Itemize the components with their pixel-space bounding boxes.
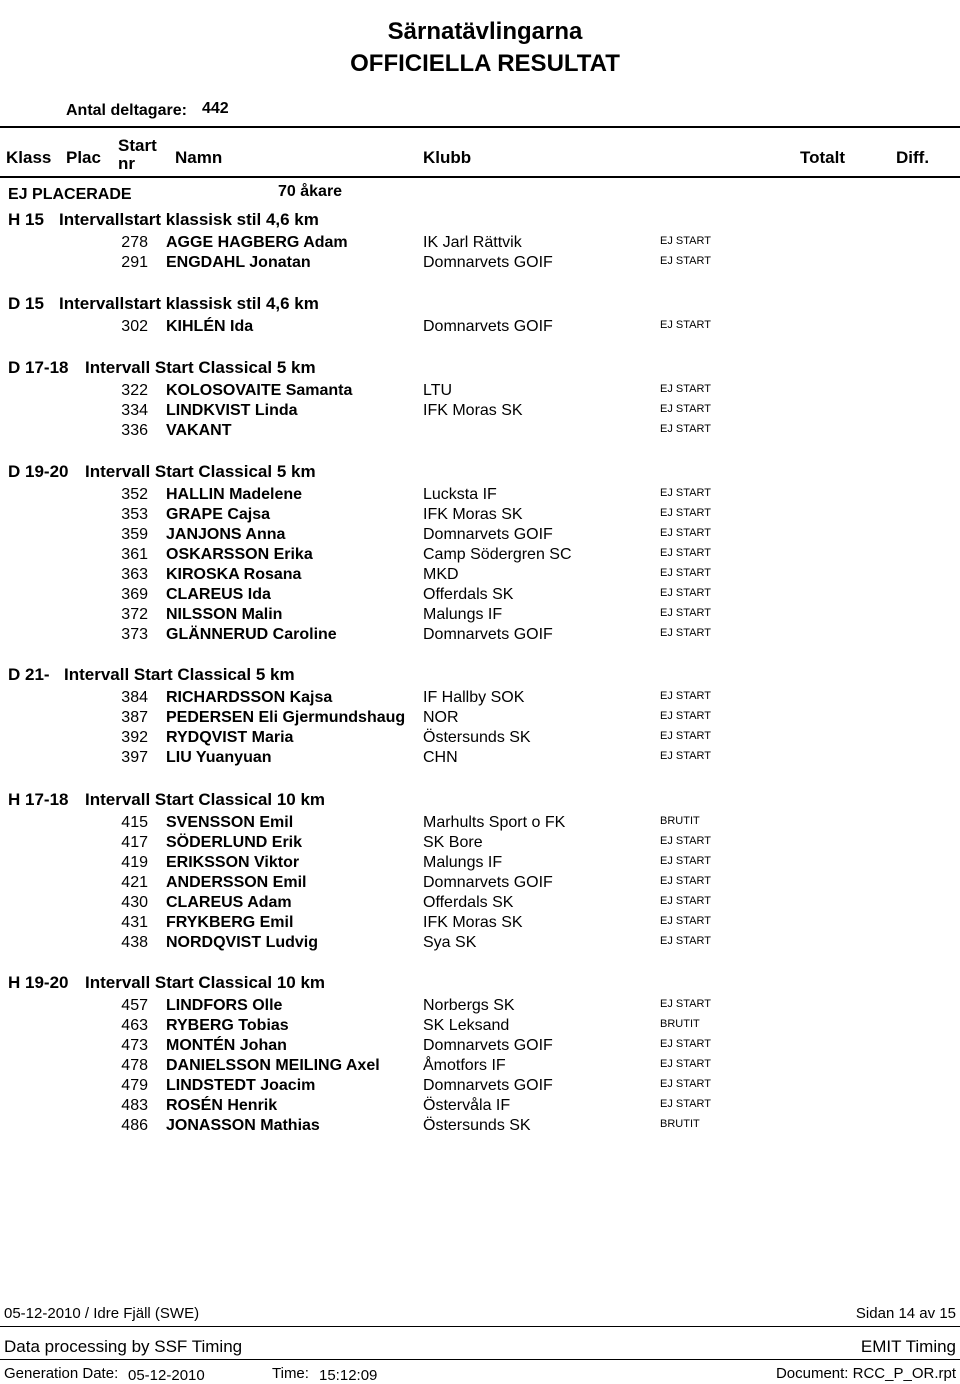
club-name: Norbergs SK	[423, 997, 515, 1014]
status-badge: EJ START	[660, 1098, 711, 1110]
start-number: 478	[121, 1057, 148, 1074]
col-start-line2: nr	[118, 154, 135, 173]
club-name: SK Leksand	[423, 1017, 510, 1034]
table-row	[0, 749, 960, 769]
status-badge: BRUTIT	[660, 815, 700, 827]
start-number: 278	[121, 234, 148, 251]
header-bottom-rule	[0, 176, 960, 178]
club-name: CHN	[423, 749, 458, 766]
footer-timing: EMIT Timing	[860, 1337, 956, 1356]
section-description: Intervall Start Classical 10 km	[85, 973, 326, 992]
athlete-name: HALLIN Madelene	[166, 486, 303, 503]
col-start	[118, 137, 157, 173]
athlete-name: OSKARSSON Erika	[166, 546, 313, 563]
status-badge: EJ START	[660, 383, 711, 395]
section-description: Intervall Start Classical 5 km	[85, 462, 316, 481]
status-badge: EJ START	[660, 403, 711, 415]
status-badge: BRUTIT	[660, 1018, 700, 1030]
status-badge: EJ START	[660, 487, 711, 499]
status-badge: EJ START	[660, 627, 711, 639]
table-row	[0, 854, 960, 874]
club-name: Domnarvets GOIF	[423, 1077, 553, 1094]
club-name: Domnarvets GOIF	[423, 1037, 553, 1054]
athlete-name: RYDQVIST Maria	[166, 729, 294, 746]
table-row	[0, 526, 960, 546]
section-class: D 19-20	[8, 462, 69, 481]
athlete-name: LIU Yuanyuan	[166, 749, 272, 766]
status-badge: EJ START	[660, 1078, 711, 1090]
section-description: Intervallstart klassisk stil 4,6 km	[59, 294, 319, 313]
athlete-name: AGGE HAGBERG Adam	[166, 234, 348, 251]
table-row	[0, 318, 960, 338]
status-badge: EJ START	[660, 875, 711, 887]
status-badge: EJ START	[660, 690, 711, 702]
athlete-name: ENGDAHL Jonatan	[166, 254, 311, 271]
section-class: H 17-18	[8, 790, 69, 809]
athlete-name: DANIELSSON MEILING Axel	[166, 1057, 380, 1074]
footer-page: Sidan 14 av 15	[855, 1305, 956, 1322]
header-top-rule	[0, 126, 960, 128]
footer-gen-date: 05-12-2010	[128, 1367, 205, 1384]
start-number: 392	[121, 729, 148, 746]
club-name: Sya SK	[423, 934, 477, 951]
start-number: 384	[121, 689, 148, 706]
club-name: Domnarvets GOIF	[423, 626, 553, 643]
start-number: 322	[121, 382, 148, 399]
club-name: IFK Moras SK	[423, 506, 523, 523]
table-row	[0, 894, 960, 914]
status-badge: EJ START	[660, 527, 711, 539]
start-number: 415	[121, 814, 148, 831]
athlete-name: LINDFORS Olle	[166, 997, 283, 1014]
table-row	[0, 402, 960, 422]
start-number: 291	[121, 254, 148, 271]
status-badge: EJ START	[660, 895, 711, 907]
club-name: IFK Moras SK	[423, 402, 523, 419]
group-count: 70 åkare	[278, 183, 343, 200]
status-badge: EJ START	[660, 547, 711, 559]
athlete-name: NORDQVIST Ludvig	[166, 934, 318, 951]
status-badge: EJ START	[660, 1038, 711, 1050]
start-number: 361	[121, 546, 148, 563]
table-row	[0, 1077, 960, 1097]
section-class: H 15	[8, 210, 44, 229]
start-number: 419	[121, 854, 148, 871]
club-name: Offerdals SK	[423, 586, 514, 603]
start-number: 373	[121, 626, 148, 643]
club-name: Camp Södergren SC	[423, 546, 572, 563]
status-badge: EJ START	[660, 915, 711, 927]
col-diff: Diff.	[896, 148, 930, 167]
start-number: 363	[121, 566, 148, 583]
footer-date-place: 05-12-2010 / Idre Fjäll (SWE)	[4, 1305, 200, 1322]
table-row	[0, 486, 960, 506]
athlete-name: GLÄNNERUD Caroline	[166, 626, 337, 643]
section-class: D 21-	[8, 665, 50, 684]
footer-gen-label: Generation Date:	[4, 1365, 119, 1382]
status-badge: EJ START	[660, 935, 711, 947]
athlete-name: ERIKSSON Viktor	[166, 854, 300, 871]
status-badge: EJ START	[660, 567, 711, 579]
section-class: D 15	[8, 294, 44, 313]
status-badge: EJ START	[660, 710, 711, 722]
club-name: SK Bore	[423, 834, 483, 851]
club-name: LTU	[423, 382, 453, 399]
start-number: 369	[121, 586, 148, 603]
col-totalt: Totalt	[800, 148, 846, 167]
table-row	[0, 382, 960, 402]
status-badge: EJ START	[660, 507, 711, 519]
start-number: 483	[121, 1097, 148, 1114]
table-row	[0, 626, 960, 646]
footer-processing: Data processing by SSF Timing	[4, 1337, 243, 1356]
club-name: Malungs IF	[423, 854, 503, 871]
club-name: Domnarvets GOIF	[423, 526, 553, 543]
status-badge: EJ START	[660, 607, 711, 619]
club-name: Åmotfors IF	[423, 1057, 506, 1074]
status-badge: EJ START	[660, 835, 711, 847]
table-row	[0, 254, 960, 274]
status-badge: EJ START	[660, 1058, 711, 1070]
start-number: 334	[121, 402, 148, 419]
club-name: Malungs IF	[423, 606, 503, 623]
page-subtitle: OFFICIELLA RESULTAT	[350, 50, 620, 77]
section-description: Intervall Start Classical 10 km	[85, 790, 326, 809]
footer-time-label: Time:	[272, 1365, 309, 1382]
athlete-name: LINDSTEDT Joacim	[166, 1077, 316, 1094]
athlete-name: SVENSSON Emil	[166, 814, 294, 831]
status-badge: EJ START	[660, 998, 711, 1010]
start-number: 359	[121, 526, 148, 543]
table-row	[0, 606, 960, 626]
table-row	[0, 934, 960, 954]
status-badge: EJ START	[660, 730, 711, 742]
status-badge: BRUTIT	[660, 1118, 700, 1130]
table-row	[0, 566, 960, 586]
footer-rule-1	[0, 1326, 960, 1327]
athlete-name: KIROSKA Rosana	[166, 566, 302, 583]
col-plac: Plac	[66, 148, 101, 167]
start-number: 463	[121, 1017, 148, 1034]
table-row	[0, 506, 960, 526]
athlete-name: JANJONS Anna	[166, 526, 286, 543]
start-number: 372	[121, 606, 148, 623]
start-number: 431	[121, 914, 148, 931]
start-number: 457	[121, 997, 148, 1014]
athlete-name: ROSÉN Henrik	[166, 1097, 278, 1114]
table-row	[0, 709, 960, 729]
table-row	[0, 1017, 960, 1037]
club-name: Östervåla IF	[423, 1097, 511, 1114]
section-description: Intervallstart klassisk stil 4,6 km	[59, 210, 319, 229]
start-number: 387	[121, 709, 148, 726]
group-label: EJ PLACERADE	[8, 186, 132, 203]
status-badge: EJ START	[660, 423, 711, 435]
club-name: Marhults Sport o FK	[423, 814, 566, 831]
club-name: Lucksta IF	[423, 486, 497, 503]
col-klass: Klass	[6, 148, 52, 167]
athlete-name: GRAPE Cajsa	[166, 506, 271, 523]
status-badge: EJ START	[660, 255, 711, 267]
start-number: 417	[121, 834, 148, 851]
athlete-name: KIHLÉN Ida	[166, 318, 254, 335]
status-badge: EJ START	[660, 750, 711, 762]
athlete-name: LINDKVIST Linda	[166, 402, 298, 419]
page-title: Särnatävlingarna	[387, 18, 583, 45]
club-name: IK Jarl Rättvik	[423, 234, 522, 251]
table-row	[0, 729, 960, 749]
start-number: 438	[121, 934, 148, 951]
athlete-name: CLAREUS Ida	[166, 586, 271, 603]
athlete-name: RYBERG Tobias	[166, 1017, 289, 1034]
table-row	[0, 914, 960, 934]
section-description: Intervall Start Classical 5 km	[64, 665, 295, 684]
section-class: H 19-20	[8, 973, 69, 992]
athlete-name: VAKANT	[166, 422, 232, 439]
start-number: 397	[121, 749, 148, 766]
footer-rule-2	[0, 1359, 960, 1360]
table-row	[0, 586, 960, 606]
start-number: 353	[121, 506, 148, 523]
table-row	[0, 834, 960, 854]
table-row	[0, 689, 960, 709]
table-row	[0, 1037, 960, 1057]
athlete-name: NILSSON Malin	[166, 606, 283, 623]
participants-count: 442	[202, 100, 229, 117]
start-number: 336	[121, 422, 148, 439]
status-badge: EJ START	[660, 855, 711, 867]
table-row	[0, 1057, 960, 1077]
club-name: NOR	[423, 709, 459, 726]
athlete-name: CLAREUS Adam	[166, 894, 292, 911]
start-number: 430	[121, 894, 148, 911]
footer-document: Document: RCC_P_OR.rpt	[775, 1365, 956, 1382]
club-name: Domnarvets GOIF	[423, 874, 553, 891]
start-number: 486	[121, 1117, 148, 1134]
table-row	[0, 814, 960, 834]
athlete-name: JONASSON Mathias	[166, 1117, 320, 1134]
participants-label: Antal deltagare:	[66, 102, 187, 119]
athlete-name: ANDERSSON Emil	[166, 874, 307, 891]
col-klubb: Klubb	[423, 148, 472, 167]
start-number: 479	[121, 1077, 148, 1094]
club-name: Östersunds SK	[423, 1117, 531, 1134]
section-class: D 17-18	[8, 358, 69, 377]
club-name: Offerdals SK	[423, 894, 514, 911]
col-start-line1: Start	[118, 136, 157, 155]
start-number: 473	[121, 1037, 148, 1054]
status-badge: EJ START	[660, 319, 711, 331]
start-number: 352	[121, 486, 148, 503]
athlete-name: MONTÉN Johan	[166, 1037, 287, 1054]
col-namn: Namn	[175, 148, 223, 167]
footer-time-value: 15:12:09	[319, 1367, 378, 1384]
table-row	[0, 997, 960, 1017]
club-name: Domnarvets GOIF	[423, 318, 553, 335]
athlete-name: FRYKBERG Emil	[166, 914, 294, 931]
table-row	[0, 234, 960, 254]
athlete-name: KOLOSOVAITE Samanta	[166, 382, 353, 399]
table-row	[0, 1097, 960, 1117]
athlete-name: PEDERSEN Eli Gjermundshaug	[166, 709, 406, 726]
club-name: IFK Moras SK	[423, 914, 523, 931]
start-number: 302	[121, 318, 148, 335]
club-name: Domnarvets GOIF	[423, 254, 553, 271]
section-description: Intervall Start Classical 5 km	[85, 358, 316, 377]
table-row	[0, 546, 960, 566]
start-number: 421	[121, 874, 148, 891]
table-row	[0, 422, 960, 442]
athlete-name: RICHARDSSON Kajsa	[166, 689, 333, 706]
club-name: IF Hallby SOK	[423, 689, 525, 706]
status-badge: EJ START	[660, 587, 711, 599]
table-row	[0, 1117, 960, 1137]
club-name: MKD	[423, 566, 459, 583]
athlete-name: SÖDERLUND Erik	[166, 834, 303, 851]
club-name: Östersunds SK	[423, 729, 531, 746]
status-badge: EJ START	[660, 235, 711, 247]
table-row	[0, 874, 960, 894]
